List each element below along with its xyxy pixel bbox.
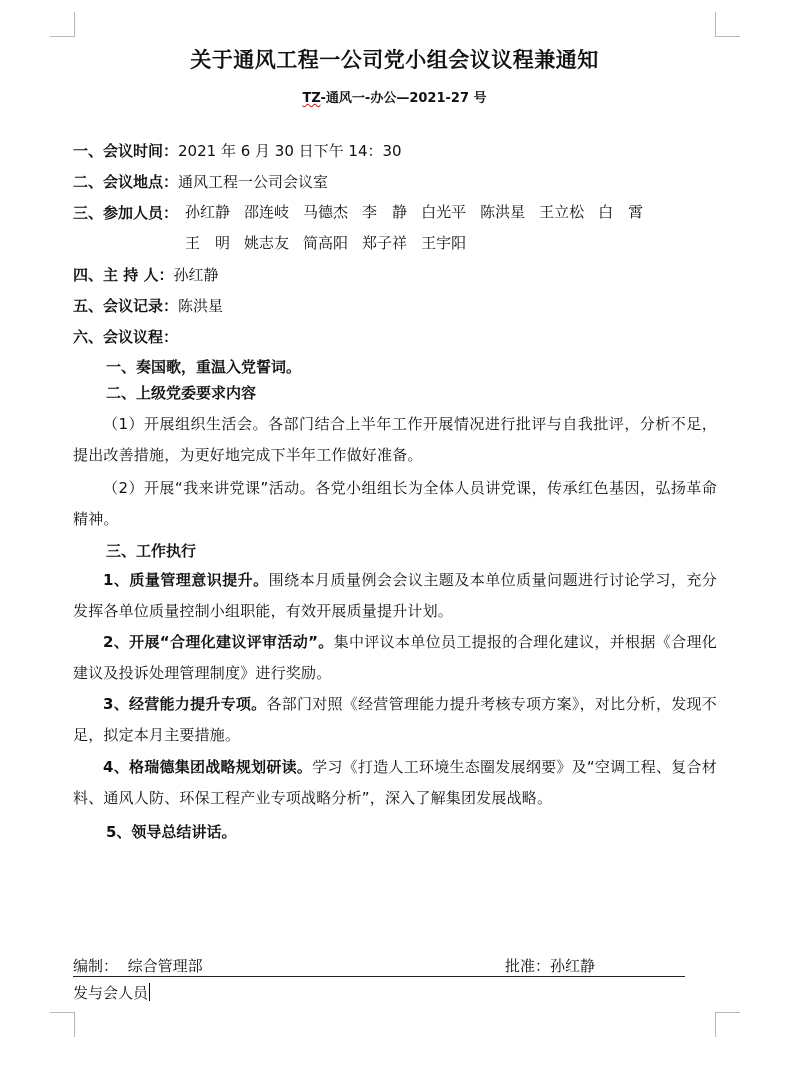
page-corner-mark xyxy=(50,1012,75,1037)
attendee-name: 王立松 xyxy=(539,203,585,221)
agenda-item-3: 三、工作执行 xyxy=(106,542,197,560)
host-value: 孙红静 xyxy=(173,266,219,284)
execution-item-2 xyxy=(73,627,717,689)
distribution-text: 发与会人员 xyxy=(73,984,149,1002)
text-cursor xyxy=(149,983,150,1001)
host-label: 四、主 持 人： xyxy=(73,266,174,284)
attendee-name: 白 霄 xyxy=(598,203,644,221)
meeting-place-value: 通风工程一公司会议室 xyxy=(178,173,329,191)
attendee-name: 邵连岐 xyxy=(244,203,290,221)
agenda-item-2-paragraph-2: （2）开展“我来讲党课”活动。各党小组组长为全体人员讲党课，传承红色基因，弘扬革命精神。 xyxy=(73,479,717,528)
page-corner-mark xyxy=(50,12,75,37)
approver-block xyxy=(505,956,595,976)
host-line xyxy=(73,265,218,285)
attendee-name: 简高阳 xyxy=(303,234,349,252)
meeting-time-line xyxy=(73,141,402,161)
meeting-time-label: 一、会议时间： xyxy=(73,142,179,160)
recorder-label: 五、会议记录： xyxy=(73,297,179,315)
agenda-line xyxy=(73,327,178,347)
agenda-item-2: 二、上级党委要求内容 xyxy=(106,384,257,402)
execution-item-4-body: 学习《打造人工环境生态圈发展纲要》及“空调工程、复合材料、通风人防、环保工程产业专项战略分析”，深入了解集团发展战略。 xyxy=(73,758,717,807)
recorder-line xyxy=(73,296,223,316)
attendees-line xyxy=(73,203,178,223)
execution-item-4-heading: 4、格瑞德集团战略规划研读。 xyxy=(103,758,313,776)
agenda-item-2-paragraph-1: （1）开展组织生活会。各部门结合上半年工作开展情况进行批评与自我批评，分析不足，提出改善措施，为更好地完成下半年工作做好准备。 xyxy=(73,415,717,464)
execution-item-2-body: 集中评议本单位员工提报的合理化建议，并根据《合理化建议及投诉处理管理制度》进行奖励。 xyxy=(73,633,717,682)
execution-item-1-heading: 1、质量管理意识提升。 xyxy=(103,571,269,589)
document-number-prefix: TZ xyxy=(302,91,321,106)
execution-item-1 xyxy=(73,565,717,627)
execution-item-3 xyxy=(73,689,717,751)
distribution-line[interactable] xyxy=(73,983,150,1003)
execution-item-5: 5、领导总结讲话。 xyxy=(106,823,237,841)
attendee-name: 陈洪星 xyxy=(480,203,526,221)
editor-label: 编制： xyxy=(73,957,119,975)
page-corner-mark xyxy=(715,12,740,37)
agenda-item-1: 一、奏国歌，重温入党誓词。 xyxy=(106,358,302,376)
attendee-name: 王宇阳 xyxy=(421,234,467,252)
recorder-value: 陈洪星 xyxy=(178,297,224,315)
approver-label: 批准： xyxy=(505,957,551,975)
execution-item-2-heading: 2、开展“合理化建议评审活动”。 xyxy=(103,633,334,651)
attendee-name: 王 明 xyxy=(185,234,231,252)
execution-item-4 xyxy=(73,752,717,814)
agenda-label: 六、会议议程： xyxy=(73,328,179,346)
editor-value: 综合管理部 xyxy=(127,957,203,975)
attendees-list xyxy=(185,197,695,259)
attendee-name: 姚志友 xyxy=(244,234,290,252)
execution-item-1-body: 围绕本月质量例会会议主题及本单位质量问题进行讨论学习，充分发挥各单位质量控制小组职能，有效开展质量提升计划。 xyxy=(73,571,718,620)
approver-value: 孙红静 xyxy=(550,957,596,975)
meeting-place-label: 二、会议地点： xyxy=(73,173,179,191)
attendee-name: 李 静 xyxy=(362,203,408,221)
page-corner-mark xyxy=(715,1012,740,1037)
attendee-name: 郑子祥 xyxy=(362,234,408,252)
document-title: 关于通风工程一公司党小组会议议程兼通知 xyxy=(190,48,599,72)
footer-signature-line xyxy=(73,956,685,977)
document-number-rest: -通风一-办公—2021-27 号 xyxy=(320,91,487,106)
attendees-label: 三、参加人员： xyxy=(73,204,179,222)
editor-block xyxy=(73,956,203,976)
attendee-name: 白光平 xyxy=(421,203,467,221)
execution-item-3-body: 各部门对照《经营管理能力提升考核专项方案》，对比分析，发现不足，拟定本月主要措施。 xyxy=(73,695,717,744)
meeting-place-line xyxy=(73,172,328,192)
meeting-time-value: 2021 年 6 月 30 日下午 14：30 xyxy=(178,142,402,160)
attendee-name: 孙红静 xyxy=(185,203,231,221)
attendee-name: 马德杰 xyxy=(303,203,349,221)
execution-item-3-heading: 3、经营能力提升专项。 xyxy=(103,695,267,713)
document-number xyxy=(0,87,789,106)
